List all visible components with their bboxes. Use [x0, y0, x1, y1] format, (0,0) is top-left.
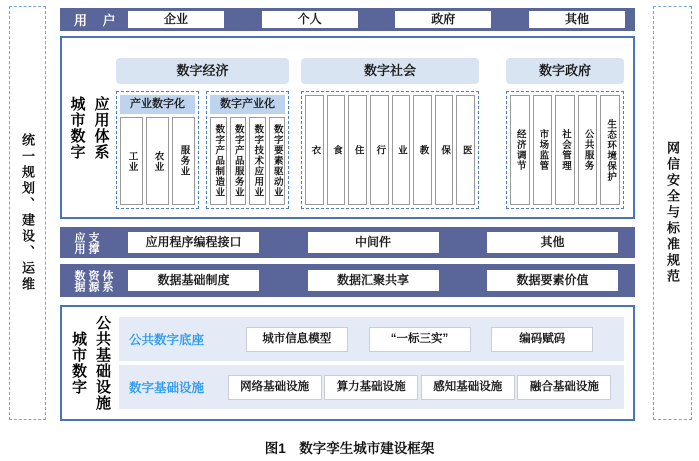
- society-column: 食: [327, 95, 346, 205]
- digital-economy-groups: [116, 91, 289, 209]
- government-column: 公共服务: [578, 95, 598, 205]
- group-digital-industrialization: [206, 91, 289, 209]
- support-item-box: 其他: [487, 232, 618, 253]
- data-resource-label-col: 数据: [73, 269, 85, 292]
- government-column: 市场监管: [533, 95, 553, 205]
- application-system-label-col: 城市数字: [68, 95, 86, 160]
- public-infrastructure-label-col: 城市数字: [70, 331, 87, 395]
- industry-column: 工业: [120, 117, 143, 205]
- base-item-box: 编码赋码: [491, 327, 593, 352]
- society-column: 衣: [305, 95, 324, 205]
- industry-digitalization-columns: [120, 117, 195, 205]
- data-item-box: 数据要素价值: [487, 270, 618, 291]
- application-support-bar: [60, 227, 635, 258]
- user-type-box: 政府: [395, 11, 491, 28]
- digital-infrastructure-label: 数字基础设施: [129, 381, 205, 395]
- right-rail-security-standards: [653, 6, 692, 420]
- support-item-box: 应用程序编程接口: [128, 232, 259, 253]
- user-bar-label: 用 户: [74, 13, 122, 28]
- user-type-box: 其他: [529, 11, 625, 28]
- digital-infrastructure-items: [225, 375, 614, 400]
- application-system-box: [60, 36, 635, 219]
- government-column: 经济调节: [510, 95, 530, 205]
- base-item-box: 城市信息模型: [246, 327, 348, 352]
- digital-economy-header: 数字经济: [116, 58, 289, 84]
- society-column: 保: [435, 95, 454, 205]
- user-bar-items: [128, 11, 635, 28]
- section-digital-government: [506, 58, 624, 209]
- section-digital-society: [301, 58, 479, 209]
- data-resource-bar: [60, 264, 635, 297]
- application-support-label-col: 支撑: [87, 231, 99, 254]
- society-column: 业: [392, 95, 411, 205]
- government-column: 社会管理: [555, 95, 575, 205]
- data-resource-label-col: 资源: [87, 269, 99, 292]
- right-rail-label: 网信安全与标准规范: [665, 141, 680, 285]
- industry-column: 数字要素驱动业: [269, 117, 286, 205]
- infrastructure-item-box: 网络基础设施: [228, 375, 322, 400]
- public-infrastructure-label: [62, 307, 119, 419]
- data-resource-label: [60, 270, 122, 292]
- industry-digitalization-header: 产业数字化: [120, 95, 195, 114]
- public-digital-base-items: [225, 327, 614, 352]
- industry-column: 服务业: [172, 117, 195, 205]
- figure-caption: 图1 数字孪生城市建设框架: [264, 441, 435, 456]
- infrastructure-rows: [119, 307, 633, 419]
- user-type-box: 企业: [128, 11, 224, 28]
- industry-column: 数字产品服务业: [230, 117, 247, 205]
- row-digital-infrastructure: [119, 365, 624, 409]
- public-infrastructure-box: [60, 305, 635, 421]
- application-support-items: [128, 232, 635, 253]
- industry-column: 数字技术应用业: [249, 117, 266, 205]
- digital-government-columns: [506, 91, 624, 209]
- data-resource-items: [128, 270, 635, 291]
- application-system-label: [62, 38, 116, 217]
- digital-society-header: 数字社会: [301, 58, 479, 84]
- data-item-box: 数据汇聚共享: [308, 270, 439, 291]
- left-rail-unified-planning: [9, 6, 46, 420]
- society-column: 医: [456, 95, 475, 205]
- application-support-label: [60, 232, 122, 254]
- digital-industrialization-header: 数字产业化: [210, 95, 285, 114]
- society-column: 教: [413, 95, 432, 205]
- infrastructure-item-box: 算力基础设施: [324, 375, 418, 400]
- infrastructure-item-box: 感知基础设施: [421, 375, 515, 400]
- digital-society-columns: [301, 91, 479, 209]
- industry-column: 农业: [146, 117, 169, 205]
- government-column: 生态环境保护: [600, 95, 620, 205]
- application-system-sections: [116, 38, 633, 217]
- industry-column: 数字产品制造业: [210, 117, 227, 205]
- data-resource-label-col: 体系: [101, 269, 113, 292]
- group-industry-digitalization: [116, 91, 199, 209]
- public-infrastructure-label-col: 公共基础设施: [94, 315, 111, 411]
- left-rail-label: 统一规划、建设、运维: [20, 133, 35, 293]
- digital-government-header: 数字政府: [506, 58, 624, 84]
- application-system-label-col: 应用体系: [92, 95, 110, 160]
- section-digital-economy: [116, 58, 289, 209]
- user-type-box: 个人: [262, 11, 358, 28]
- data-item-box: 数据基础制度: [128, 270, 259, 291]
- digital-industrialization-columns: [210, 117, 285, 205]
- support-item-box: 中间件: [308, 232, 439, 253]
- base-item-box: “一标三实”: [369, 327, 471, 352]
- row-public-digital-base: [119, 317, 624, 361]
- infrastructure-item-box: 融合基础设施: [517, 375, 611, 400]
- society-column: 行: [370, 95, 389, 205]
- public-digital-base-label: 公共数字底座: [129, 333, 205, 347]
- application-support-label-col: 应用: [73, 231, 85, 254]
- society-column: 住: [348, 95, 367, 205]
- user-bar: [60, 8, 635, 31]
